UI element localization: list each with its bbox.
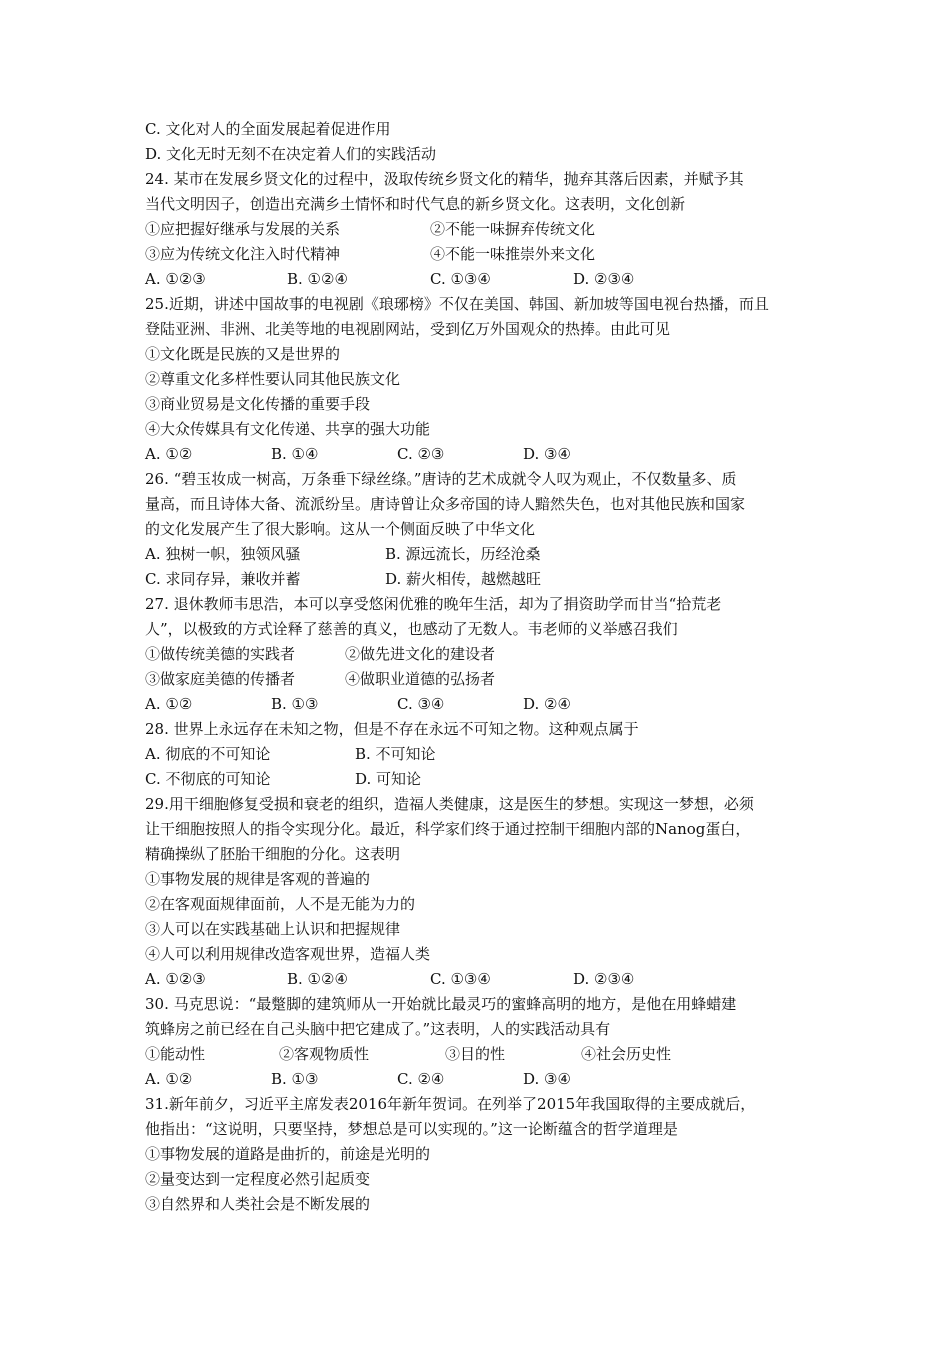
text-line: ③商业贸易是文化传播的重要手段 [145, 395, 371, 413]
text-line: ②在客观面规律面前，人不是无能为力的 [145, 895, 416, 913]
option-text: ③做家庭美德的传播者 [145, 670, 296, 688]
options-line [145, 667, 845, 692]
options-line [145, 1042, 845, 1067]
text-line: ④大众传媒具有文化传递、共享的强大功能 [145, 420, 431, 438]
options-line [145, 967, 845, 992]
option-text: ①应把握好继承与发展的关系 [145, 220, 341, 238]
options-line [145, 642, 845, 667]
option-text: B. ①③ [271, 1070, 319, 1088]
text-line: 精确操纵了胚胎干细胞的分化。这表明 [145, 845, 401, 863]
option-text: C. ①③④ [430, 970, 491, 988]
text-line: ②量变达到一定程度必然引起质变 [145, 1170, 371, 1188]
option-text: ③目的性 [445, 1045, 506, 1063]
text-line: 30. 马克思说：“最蹩脚的建筑师从一开始就比最灵巧的蜜蜂高明的地方，是他在用蜂蜡建 [145, 995, 737, 1013]
option-text: B. ①②④ [287, 970, 348, 988]
option-text: ①能动性 [145, 1045, 206, 1063]
text-line: 量高，而且诗体大备、流派纷呈。唐诗曾让众多帝国的诗人黯然失色，也对其他民族和国家 [145, 495, 746, 513]
text-line: ④人可以利用规律改造客观世界，造福人类 [145, 945, 431, 963]
options-line [145, 1067, 845, 1092]
option-text: A. 独树一帜，独领风骚 [145, 545, 301, 563]
text-line: 29.用干细胞修复受损和衰老的组织，造福人类健康，这是医生的梦想。实现这一梦想，必须 [145, 795, 754, 813]
text-line: 他指出：“这说明，只要坚持，梦想总是可以实现的。”这一论断蕴含的哲学道理是 [145, 1120, 678, 1138]
option-text: D. 可知论 [355, 770, 422, 788]
option-text: ④做职业道德的弘扬者 [345, 670, 496, 688]
options-line [145, 767, 845, 792]
option-text: D. ③④ [523, 445, 571, 463]
text-line: 28. 世界上永远存在未知之物，但是不存在永远不可知之物。这种观点属于 [145, 720, 639, 738]
text-line: 27. 退休教师韦思浩，本可以享受悠闲优雅的晚年生活，却为了捐资助学而甘当“拾荒老 [145, 595, 722, 613]
option-text: ②客观物质性 [279, 1045, 370, 1063]
text-line: D. 文化无时无刻不在决定着人们的实践活动 [145, 145, 437, 163]
option-text: D. ③④ [523, 1070, 571, 1088]
option-text: A. ①② [145, 1070, 193, 1088]
options-line [145, 542, 845, 567]
option-text: ②不能一味摒弃传统文化 [430, 220, 596, 238]
text-line: 人”，以极致的方式诠释了慈善的真义，也感动了无数人。韦老师的义举感召我们 [145, 620, 678, 638]
options-line [145, 217, 845, 242]
option-text: D. 薪火相传，越燃越旺 [385, 570, 542, 588]
option-text: B. 源远流长，历经沧桑 [385, 545, 541, 563]
options-line [145, 267, 845, 292]
options-line [145, 242, 845, 267]
option-text: C. ①③④ [430, 270, 491, 288]
options-line [145, 692, 845, 717]
option-text: D. ②④ [523, 695, 571, 713]
option-text: A. 彻底的不可知论 [145, 745, 271, 763]
option-text: B. 不可知论 [355, 745, 436, 763]
text-line: ③人可以在实践基础上认识和把握规律 [145, 920, 401, 938]
text-line: ③自然界和人类社会是不断发展的 [145, 1195, 371, 1213]
text-line: 31.新年前夕，习近平主席发表2016年新年贺词。在列举了2015年我国取得的主要成就后， [145, 1095, 756, 1113]
option-text: ③应为传统文化注入时代精神 [145, 245, 341, 263]
text-line: 让干细胞按照人的指令实现分化。最近，科学家们终于通过控制干细胞内部的Nanog蛋白， [145, 820, 751, 838]
option-text: ④不能一味推崇外来文化 [430, 245, 596, 263]
question-text [145, 117, 845, 1217]
text-line: 筑蜂房之前已经在自己头脑中把它建成了。”这表明，人的实践活动具有 [145, 1020, 611, 1038]
text-line: 25.近期，讲述中国故事的电视剧《琅琊榜》不仅在美国、韩国、新加坡等国电视台热播，而且 [145, 295, 769, 313]
option-text: ②做先进文化的建设者 [345, 645, 496, 663]
option-text: C. ②④ [397, 1070, 445, 1088]
option-text: D. ②③④ [573, 270, 635, 288]
options-line [145, 742, 845, 767]
text-line: 当代文明因子，创造出充满乡土情怀和时代气息的新乡贤文化。这表明，文化创新 [145, 195, 686, 213]
options-line [145, 442, 845, 467]
option-text: C. 不彻底的可知论 [145, 770, 271, 788]
option-text: A. ①②③ [145, 270, 206, 288]
option-text: C. ③④ [397, 695, 445, 713]
text-line: ②尊重文化多样性要认同其他民族文化 [145, 370, 401, 388]
option-text: A. ①② [145, 695, 193, 713]
option-text: B. ①③ [271, 695, 319, 713]
option-text: A. ①②③ [145, 970, 206, 988]
text-line: 24. 某市在发展乡贤文化的过程中，汲取传统乡贤文化的精华，抛弃其落后因素，并赋予其 [145, 170, 744, 188]
text-line: 登陆亚洲、非洲、北美等地的电视剧网站，受到亿万外国观众的热捧。由此可见 [145, 320, 671, 338]
option-text: B. ①②④ [287, 270, 348, 288]
text-line: C. 文化对人的全面发展起着促进作用 [145, 120, 391, 138]
text-line: 的文化发展产生了很大影响。这从一个侧面反映了中华文化 [145, 520, 536, 538]
option-text: C. 求同存异，兼收并蓄 [145, 570, 301, 588]
text-line: ①事物发展的道路是曲折的，前途是光明的 [145, 1145, 431, 1163]
text-line: ①事物发展的规律是客观的普遍的 [145, 870, 371, 888]
option-text: A. ①② [145, 445, 193, 463]
option-text: ①做传统美德的实践者 [145, 645, 296, 663]
option-text: C. ②③ [397, 445, 445, 463]
option-text: D. ②③④ [573, 970, 635, 988]
text-line: ①文化既是民族的又是世界的 [145, 345, 341, 363]
option-text: B. ①④ [271, 445, 319, 463]
option-text: ④社会历史性 [581, 1045, 672, 1063]
options-line [145, 567, 845, 592]
text-line: 26. “碧玉妆成一树高，万条垂下绿丝绦。”唐诗的艺术成就令人叹为观止，不仅数量多、质 [145, 470, 737, 488]
